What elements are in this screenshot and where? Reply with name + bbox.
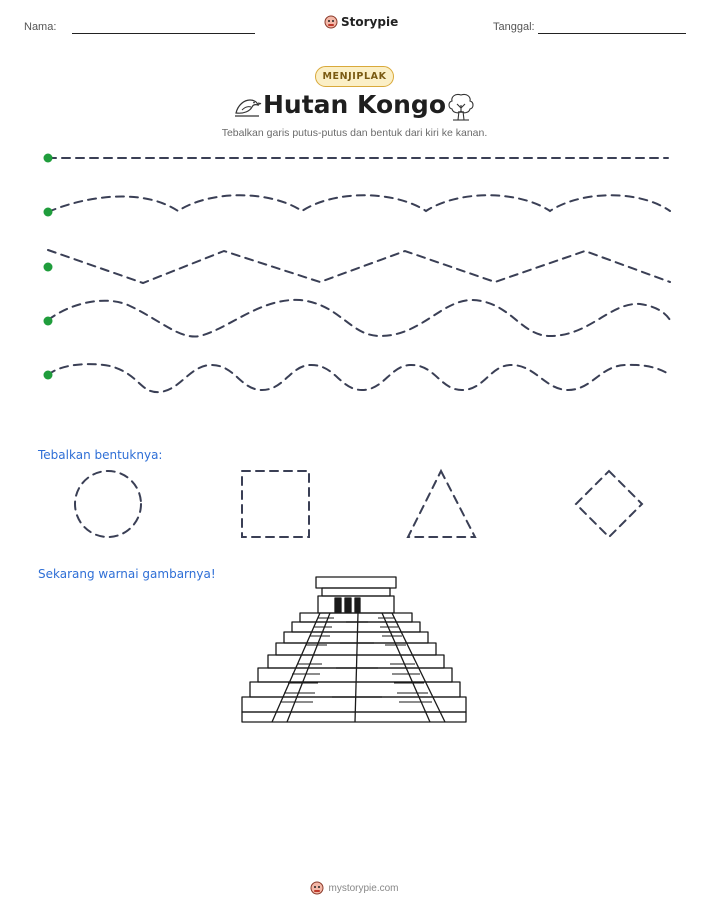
trace-shape-diamond[interactable]: [576, 471, 642, 537]
trace-shape-circle[interactable]: [75, 471, 141, 537]
brand-name: Storypie: [341, 15, 399, 29]
date-label: Tanggal:: [493, 21, 535, 33]
trace-line-zigzag[interactable]: [48, 250, 670, 283]
shapes-heading: Tebalkan bentuknya:: [38, 448, 163, 462]
start-dot: [44, 263, 53, 272]
footer: [0, 881, 709, 895]
start-dot: [44, 208, 53, 217]
trace-line-wave-3[interactable]: [48, 364, 670, 392]
trace-shape-triangle[interactable]: [408, 471, 475, 537]
start-dot: [44, 317, 53, 326]
name-label: Nama:: [24, 21, 57, 33]
footer-url[interactable]: mystorypie.com: [328, 882, 399, 894]
start-dots: [44, 154, 53, 380]
instructions: Tebalkan garis putus-putus dan bentuk dari kiri ke kanan.: [221, 127, 488, 139]
trace-line-wave-2[interactable]: [48, 300, 670, 337]
trace-line-wave-1[interactable]: [48, 195, 670, 212]
coloring-heading: Sekarang warnai gambarnya!: [38, 567, 216, 581]
pyramid-illustration[interactable]: [242, 577, 466, 722]
trace-shape-square[interactable]: [242, 471, 309, 537]
start-dot: [44, 371, 53, 380]
activity-badge: MENJIPLAK: [315, 66, 394, 87]
storypie-logo-icon: [310, 881, 324, 895]
start-dot: [44, 154, 53, 163]
page-title: Hutan Kongo: [262, 90, 447, 119]
